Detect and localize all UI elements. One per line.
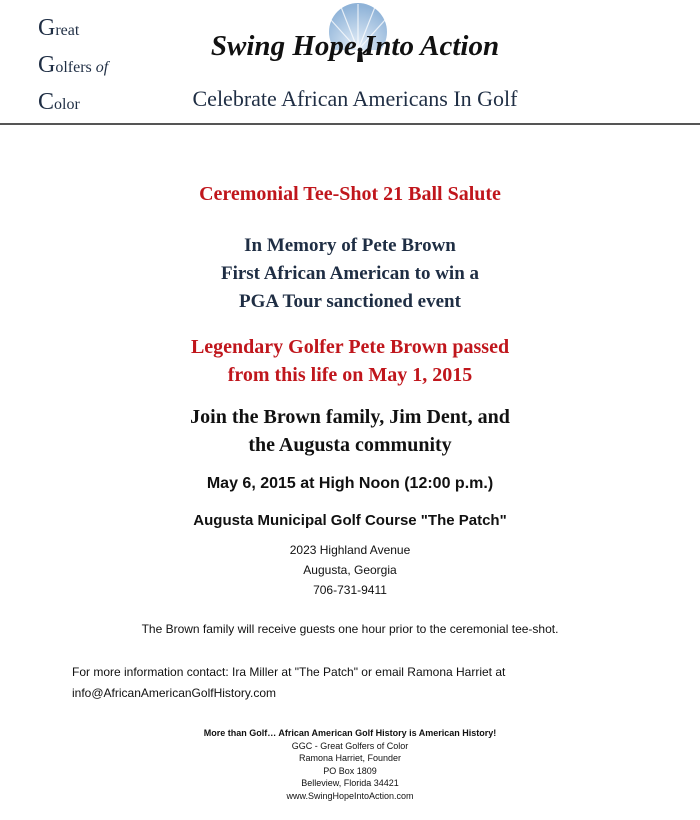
- footer: [0, 727, 700, 802]
- event-title: Ceremonial Tee-Shot 21 Ball Salute: [199, 183, 501, 205]
- ggc-cap-letter: C: [38, 89, 55, 115]
- ggc-line-golfers: [38, 47, 108, 84]
- ggc-logotype: [38, 10, 108, 121]
- page-subtitle: Celebrate African Americans In Golf: [192, 86, 518, 111]
- invitation-line: Join the Brown family, Jim Dent, and: [190, 406, 510, 428]
- memorial-heading: [0, 232, 700, 316]
- footer-po-box: PO Box 1809: [323, 765, 377, 776]
- obituary-line: from this life on May 1, 2015: [227, 364, 473, 386]
- ggc-cap-letter: G: [38, 15, 56, 41]
- venue-name: Augusta Municipal Golf Course "The Patch": [193, 512, 507, 529]
- contact-line: For more information contact: Ira Miller at "The Patch" or email Ramona Harriet at: [72, 665, 506, 679]
- memorial-line: In Memory of Pete Brown: [244, 235, 456, 256]
- address-phone: 706-731-9411: [313, 583, 387, 597]
- footer-org: GGC - Great Golfers of Color: [291, 740, 409, 751]
- address-street: 2023 Highland Avenue: [289, 543, 411, 557]
- ggc-word-of: of: [95, 59, 109, 76]
- footer-founder: Ramona Harriet, Founder: [298, 753, 402, 763]
- reception-note: The Brown family will receive guests one hour prior to the ceremonial tee-shot.: [141, 622, 559, 636]
- memorial-line: PGA Tour sanctioned event: [239, 291, 461, 312]
- contact-info: [72, 662, 505, 704]
- tagline-swing-hope: Swing Hope Into Action: [210, 30, 500, 62]
- ggc-line-color: [38, 84, 108, 121]
- obituary-notice: [0, 333, 700, 389]
- ggc-word-rest: reat: [55, 22, 80, 39]
- ggc-word-rest: olfers: [55, 59, 96, 76]
- address-city: Augusta, Georgia: [303, 563, 397, 577]
- invitation-line: the Augusta community: [248, 434, 452, 456]
- header-divider: [0, 123, 700, 125]
- invitation-text: [0, 403, 700, 459]
- ggc-word-rest: olor: [54, 96, 80, 113]
- venue-address: [0, 540, 700, 600]
- ggc-line-great: [38, 10, 108, 47]
- memorial-line: First African American to win a: [220, 263, 480, 284]
- footer-slogan: More than Golf… African American Golf History is American History!: [203, 728, 497, 738]
- footer-city: Belleview, Florida 34421: [301, 778, 399, 788]
- footer-website-link[interactable]: www.SwingHopeIntoAction.com: [286, 790, 414, 801]
- contact-email-link[interactable]: info@AfricanAmericanGolfHistory.com: [72, 686, 277, 700]
- ggc-cap-letter: G: [38, 52, 56, 78]
- event-date: May 6, 2015 at High Noon (12:00 p.m.): [206, 475, 494, 492]
- obituary-line: Legendary Golfer Pete Brown passed: [190, 336, 510, 358]
